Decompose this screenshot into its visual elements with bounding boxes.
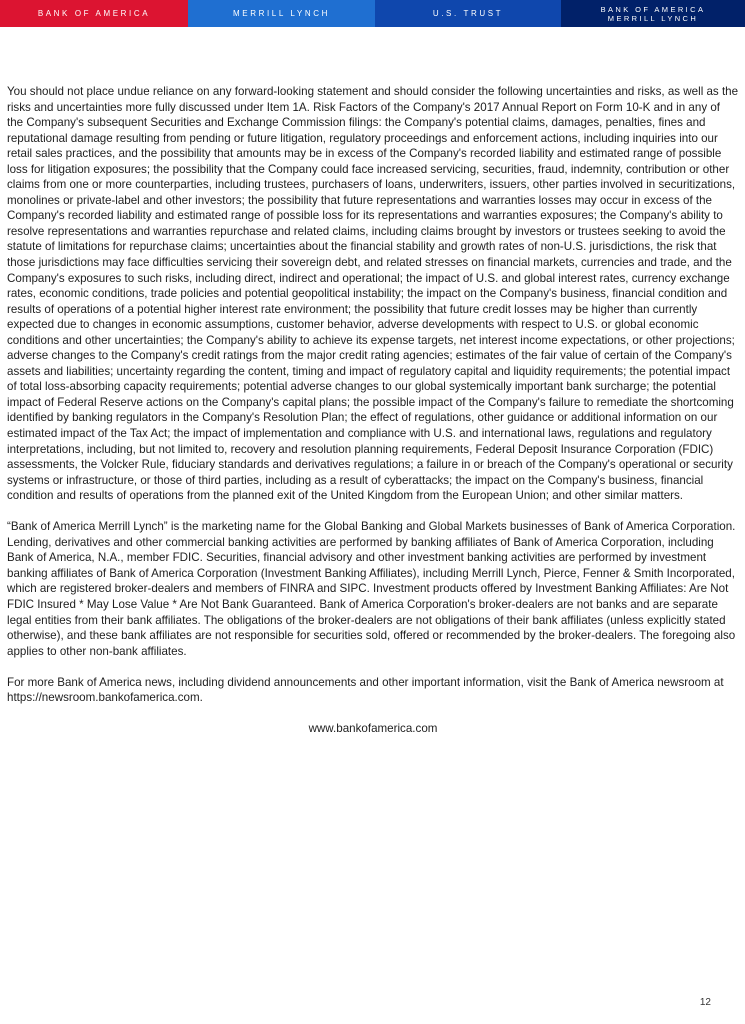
- brand-us-trust-label: U.S. TRUST: [432, 9, 504, 18]
- forward-looking-paragraph: You should not place undue reliance on any forward-looking statement and should consider the following uncertainties and risks, as well as the risks and uncertainties more fully discussed under Item 1A. Risk Factors of the Company's 2017 Annual Report on Form 10-K and in any of the Company's subsequent Securities and Exchange Commission filings: the Company's potential claims, damages, penalties, fines and reputational damage resulting from pending or future litigation, regulatory proceedings and enforcement actions, including inquiries into our retail sales practices, and the possibility that amounts may be in excess of the Company's recorded liability and estimated range of possible loss for litigation exposures; the possibility that the Company could face increased servicing, securities, fraud, indemnity, contribution or other claims from one or more counterparties, including trustees, purchasers of loans, underwriters, issuers, other parties involved in securitizations, monolines or private-label and other investors; the possibility that future representations and warranties losses may occur in excess of the Company's recorded liability and estimated range of possible loss for its representations and warranties exposures; the Company's ability to resolve representations and warranties repurchase and related claims, including claims brought by investors or trustees seeking to avoid the statute of limitations for repurchase claims; uncertainties about the financial stability and growth rates of non-U.S. jurisdictions, the risk that those jurisdictions may face difficulties servicing their sovereign debt, and related stresses on financial markets, currencies and trade, and the Company's exposures to such risks, including direct, indirect and operational; the impact of U.S. and global interest rates, currency exchange rates, economic conditions, trade policies and potential geopolitical instability; the impact on the Company's business, financial condition and results of operations of a potential higher interest rate environment; the possibility that future credit losses may be higher than currently expected due to changes in economic assumptions, customer behavior, adverse developments with respect to U.S. or global economic conditions and other uncertainties; the Company's ability to achieve its expense targets, net interest income expectations, or other projections; adverse changes to the Company's credit ratings from the major credit rating agencies; estimates of the fair value of certain of the Company's assets and liabilities; uncertainty regarding the content, timing and impact of regulatory capital and liquidity requirements; the potential impact of total loss-absorbing capacity requirements; potential adverse changes to our global systemically important bank surcharge; the potential impact of Federal Reserve actions on the Company's capital plans; the possible impact of the Company's failure to remediate the shortcoming identified by banking regulators in the Company's Resolution Plan; the effect of regulations, other guidance or additional information on our estimated impact of the Tax Act; the impact of implementation and compliance with U.S. and international laws, regulations and regulatory interpretations, including, but not limited to, recovery and resolution planning requirements, Federal Deposit Insurance Corporation (FDIC) assessments, the Volcker Rule, fiduciary standards and derivatives regulations; a failure in or breach of the Company's operational or security systems or infrastructure, or those of third parties, including as a result of cyberattacks; the impact on the Company's business, financial condition and results of operations from the planned exit of the United Kingdom from the European Union; and other similar matters.: [7, 85, 739, 503]
- brand-boaml-line1: BANK OF AMERICA: [600, 4, 706, 14]
- brand-bar: [0, 0, 745, 27]
- brand-us-trust[interactable]: [375, 0, 561, 27]
- marketing-disclaimer-paragraph: “Bank of America Merrill Lynch” is the marketing name for the Global Banking and Global Markets businesses of Bank of America Corporation. Lending, derivatives and other commercial banking activities are performed by banking affiliates of Bank of America Corporation, including Bank of America, N.A., member FDIC. Securities, financial advisory and other investment banking activities are performed by investment banking affiliates of Bank of America Corporation (Investment Banking Affiliates), including Merrill Lynch, Pierce, Fenner & Smith Incorporated, which are registered broker-dealers and members of FINRA and SIPC. Investment products offered by Investment Banking Affiliates: Are Not FDIC Insured * May Lose Value * Are Not Bank Guaranteed. Bank of America Corporation's broker-dealers are not banks and are separate legal entities from their bank affiliates. The obligations of the broker-dealers are not obligations of their bank affiliates (unless explicitly stated otherwise), and these bank affiliates are not responsible for securities sold, offered or recommended by the broker-dealers. The foregoing also applies to other non-bank affiliates.: [7, 520, 736, 658]
- page-number: 12: [699, 997, 711, 1008]
- newsroom-paragraph: For more Bank of America news, including dividend announcements and other important information, visit the Bank of America newsroom at https://newsroom.bankofamerica.com.: [7, 675, 724, 705]
- brand-boaml-line2: MERRILL LYNCH: [607, 13, 699, 23]
- brand-bank-of-america-label: BANK OF AMERICA: [37, 9, 151, 18]
- brand-boaml-logo[interactable]: [561, 0, 745, 27]
- brand-bank-of-america[interactable]: [0, 0, 188, 27]
- brand-merrill-lynch-label: MERRILL LYNCH: [233, 9, 330, 18]
- brand-merrill-lynch[interactable]: [188, 0, 375, 27]
- document-body: [7, 84, 739, 737]
- website-link[interactable]: www.bankofamerica.com: [308, 722, 438, 736]
